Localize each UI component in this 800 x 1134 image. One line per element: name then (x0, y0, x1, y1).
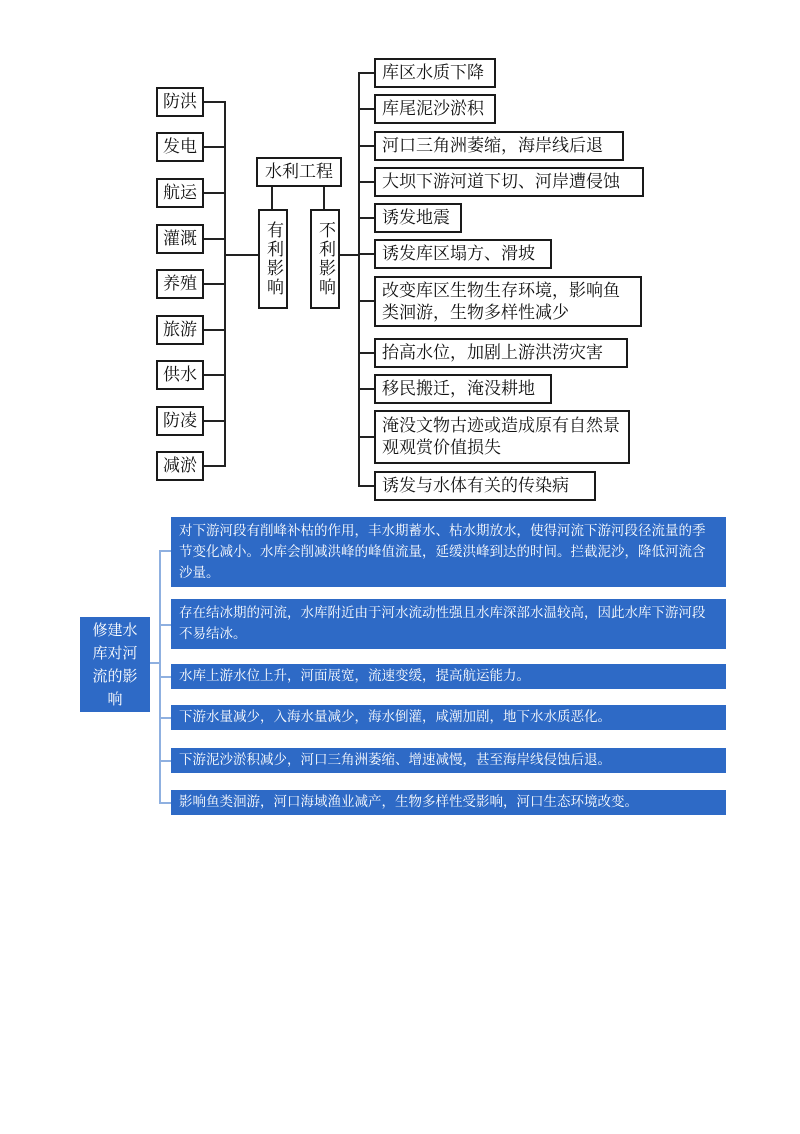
connector (358, 352, 374, 354)
connector (358, 217, 374, 219)
favorable-item: 发电 (156, 132, 204, 162)
connector (204, 146, 226, 148)
connector (224, 254, 258, 256)
connector (204, 192, 226, 194)
favorable-item: 灌溉 (156, 224, 204, 254)
connector (323, 187, 325, 209)
impact-item: 下游水量减少，入海水量减少，海水倒灌，咸潮加剧，地下水水质恶化。 (171, 705, 726, 730)
connector (159, 760, 171, 762)
unfavorable-item: 库区水质下降 (374, 58, 496, 88)
connector (358, 388, 374, 390)
connector (204, 101, 226, 103)
connector (204, 420, 226, 422)
favorable-category-box: 有利影响 (258, 209, 288, 309)
connector (204, 374, 226, 376)
favorable-item: 旅游 (156, 315, 204, 345)
favorable-item: 减淤 (156, 451, 204, 481)
favorable-item: 防凌 (156, 406, 204, 436)
connector (159, 550, 171, 552)
unfavorable-item: 诱发与水体有关的传染病 (374, 471, 596, 501)
connector (358, 300, 374, 302)
connector (358, 72, 374, 74)
connector (358, 485, 374, 487)
unfavorable-item: 改变库区生物生存环境，影响鱼类洄游，生物多样性减少 (374, 276, 642, 327)
unfavorable-category-box: 不利影响 (310, 209, 340, 309)
impact-item: 影响鱼类洄游，河口海域渔业减产，生物多样性受影响，河口生态环境改变。 (171, 790, 726, 815)
connector (204, 465, 226, 467)
impact-item: 水库上游水位上升，河面展宽，流速变缓，提高航运能力。 (171, 664, 726, 689)
connector (340, 254, 360, 256)
connector (159, 717, 171, 719)
reservoir-impact-diagram (0, 512, 800, 832)
connector (358, 73, 360, 486)
connector (271, 187, 273, 209)
impact-item: 对下游河段有削峰补枯的作用，丰水期蓄水、枯水期放水，使得河流下游河段径流量的季节变化减小。水库会削减洪峰的峰值流量，延缓洪峰到达的时间。拦截泥沙，降低河流含沙量。 (171, 517, 726, 587)
favorable-item: 养殖 (156, 269, 204, 299)
root-box: 修建水库对河流的影响 (80, 617, 150, 712)
connector (358, 181, 374, 183)
unfavorable-item: 诱发库区塌方、滑坡 (374, 239, 552, 269)
connector (204, 238, 226, 240)
impact-item: 下游泥沙淤积减少，河口三角洲萎缩、增速减慢，甚至海岸线侵蚀后退。 (171, 748, 726, 773)
connector (159, 676, 171, 678)
favorable-item: 防洪 (156, 87, 204, 117)
connector (204, 329, 226, 331)
root-box: 水利工程 (256, 157, 342, 187)
connector (358, 253, 374, 255)
unfavorable-item: 河口三角洲萎缩，海岸线后退 (374, 131, 624, 161)
water-project-diagram (0, 0, 800, 510)
unfavorable-item: 大坝下游河道下切、河岸遭侵蚀 (374, 167, 644, 197)
connector (358, 145, 374, 147)
favorable-item: 航运 (156, 178, 204, 208)
unfavorable-item: 移民搬迁，淹没耕地 (374, 374, 552, 404)
connector (159, 802, 171, 804)
connector (204, 283, 226, 285)
impact-item: 存在结冰期的河流，水库附近由于河水流动性强且水库深部水温较高，因此水库下游河段不易结冰。 (171, 599, 726, 649)
connector (159, 624, 171, 626)
connector (358, 436, 374, 438)
favorable-item: 供水 (156, 360, 204, 390)
unfavorable-item: 库尾泥沙淤积 (374, 94, 496, 124)
connector (358, 108, 374, 110)
unfavorable-item: 淹没文物古迹或造成原有自然景观观赏价值损失 (374, 410, 630, 464)
unfavorable-item: 诱发地震 (374, 203, 462, 233)
unfavorable-item: 抬高水位，加剧上游洪涝灾害 (374, 338, 628, 368)
